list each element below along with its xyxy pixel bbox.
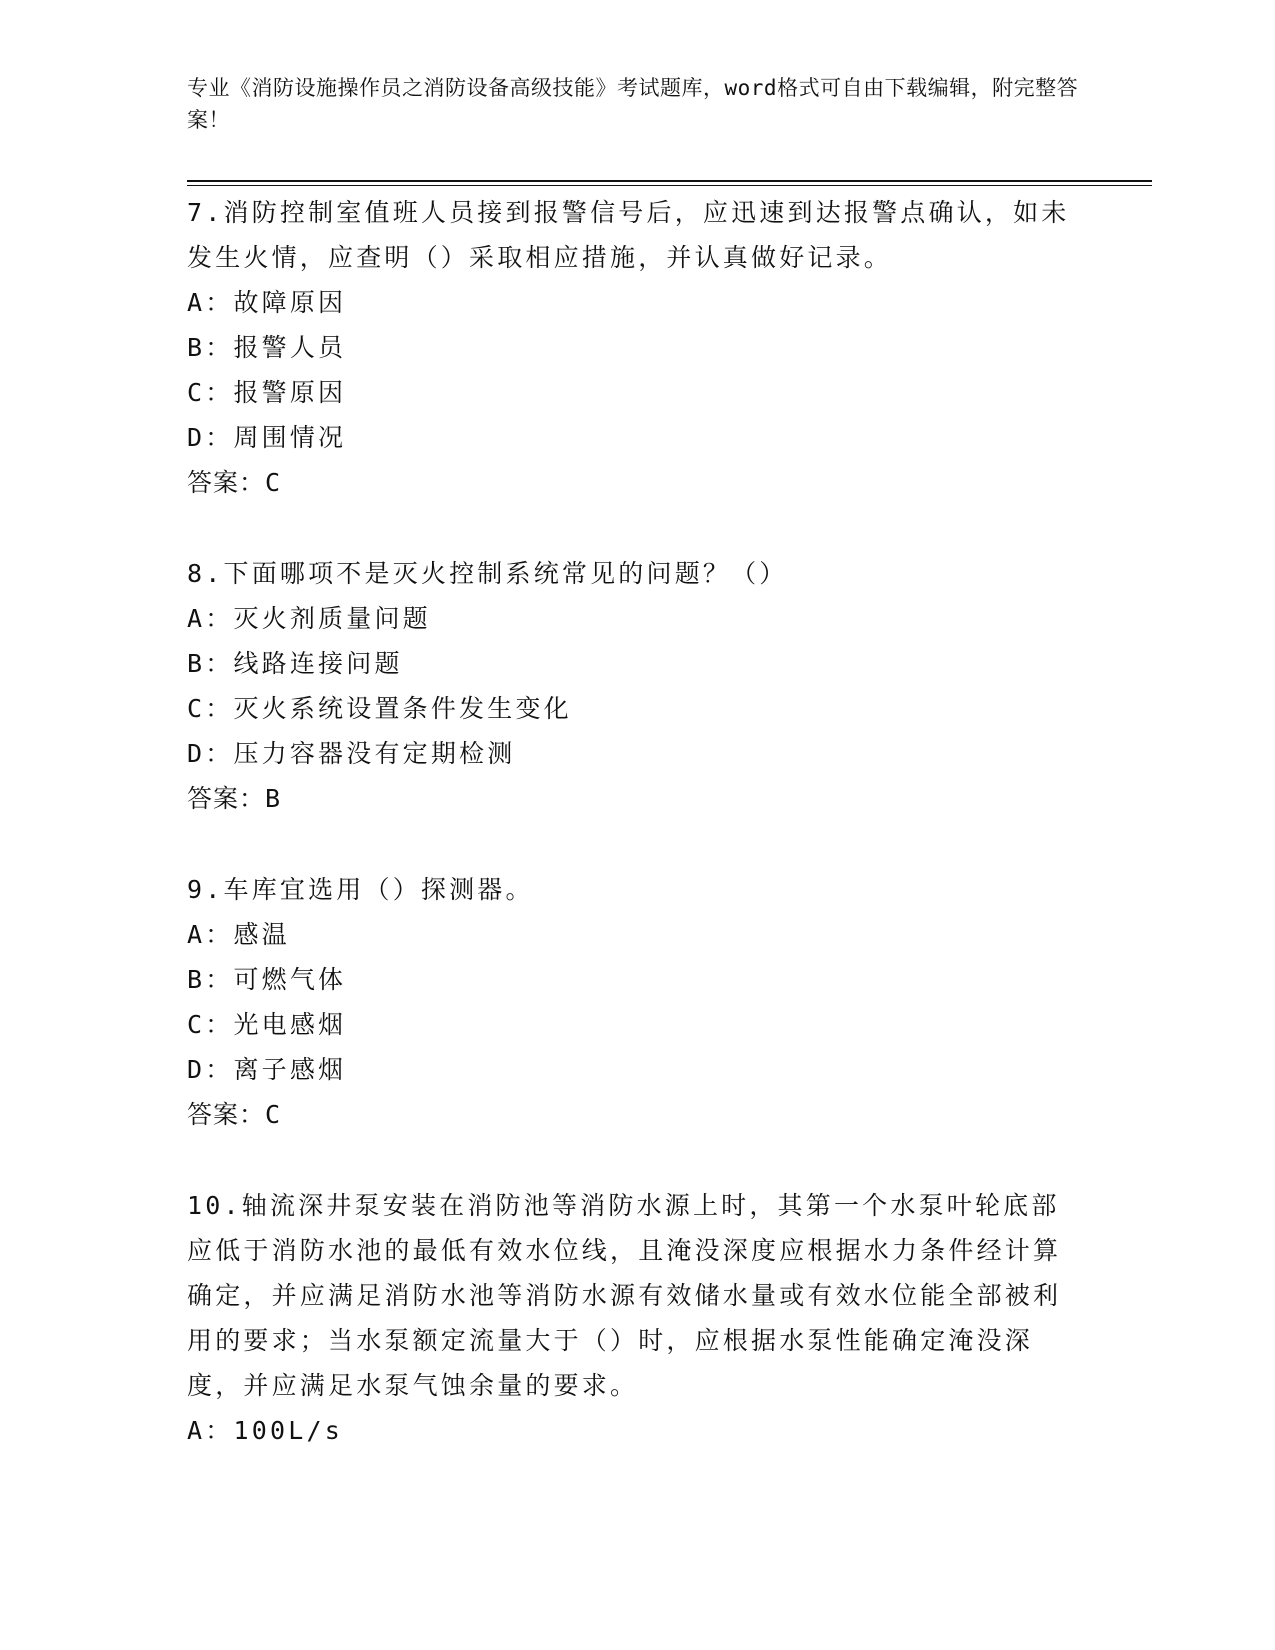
question-list — [187, 190, 1087, 1453]
question-10 — [187, 1183, 1087, 1453]
answer: 答案：B — [187, 784, 282, 813]
header-rule-thin — [187, 185, 1152, 186]
option-c: C：灭火系统设置条件发生变化 — [187, 694, 572, 723]
option-b: B：线路连接问题 — [187, 649, 403, 678]
spacer — [187, 1137, 1087, 1183]
option-c: C：报警原因 — [187, 378, 347, 407]
question-7 — [187, 190, 1087, 505]
header-rule-thick — [187, 180, 1152, 182]
option-d: D：离子感烟 — [187, 1055, 347, 1084]
option-a: A：灭火剂质量问题 — [187, 604, 431, 633]
document-header: 专业《消防设施操作员之消防设备高级技能》考试题库，word格式可自由下载编辑，附完整答案！ — [187, 76, 1079, 132]
option-b: B：可燃气体 — [187, 965, 347, 994]
option-d: D：周围情况 — [187, 423, 347, 452]
question-text: 8.下面哪项不是灭火控制系统常见的问题？（） — [187, 559, 788, 588]
answer: 答案：C — [187, 1100, 282, 1129]
option-a: A：感温 — [187, 920, 290, 949]
option-a: A：100L/s — [187, 1416, 343, 1445]
spacer — [187, 505, 1087, 551]
option-b: B：报警人员 — [187, 333, 347, 362]
question-8 — [187, 551, 1087, 821]
spacer — [187, 821, 1087, 867]
question-text: 10.轴流深井泵安装在消防池等消防水源上时，其第一个水泵叶轮底部应低于消防水池的最低有效水位线，且淹没深度应根据水力条件经计算确定，并应满足消防水池等消防水源有效储水量或有效水位能全部被利用的要求；当水泵额定流量大于（）时，应根据水泵性能确定淹没深度，并应满足水泵气蚀余量的要求。 — [187, 1191, 1062, 1400]
option-d: D：压力容器没有定期检测 — [187, 739, 516, 768]
question-9 — [187, 867, 1087, 1137]
question-text: 9.车库宜选用（）探测器。 — [187, 875, 534, 904]
answer: 答案：C — [187, 468, 282, 497]
question-text: 7.消防控制室值班人员接到报警信号后，应迅速到达报警点确认，如未发生火情，应查明（）采取相应措施，并认真做好记录。 — [187, 198, 1070, 272]
option-a: A：故障原因 — [187, 288, 347, 317]
option-c: C：光电感烟 — [187, 1010, 347, 1039]
